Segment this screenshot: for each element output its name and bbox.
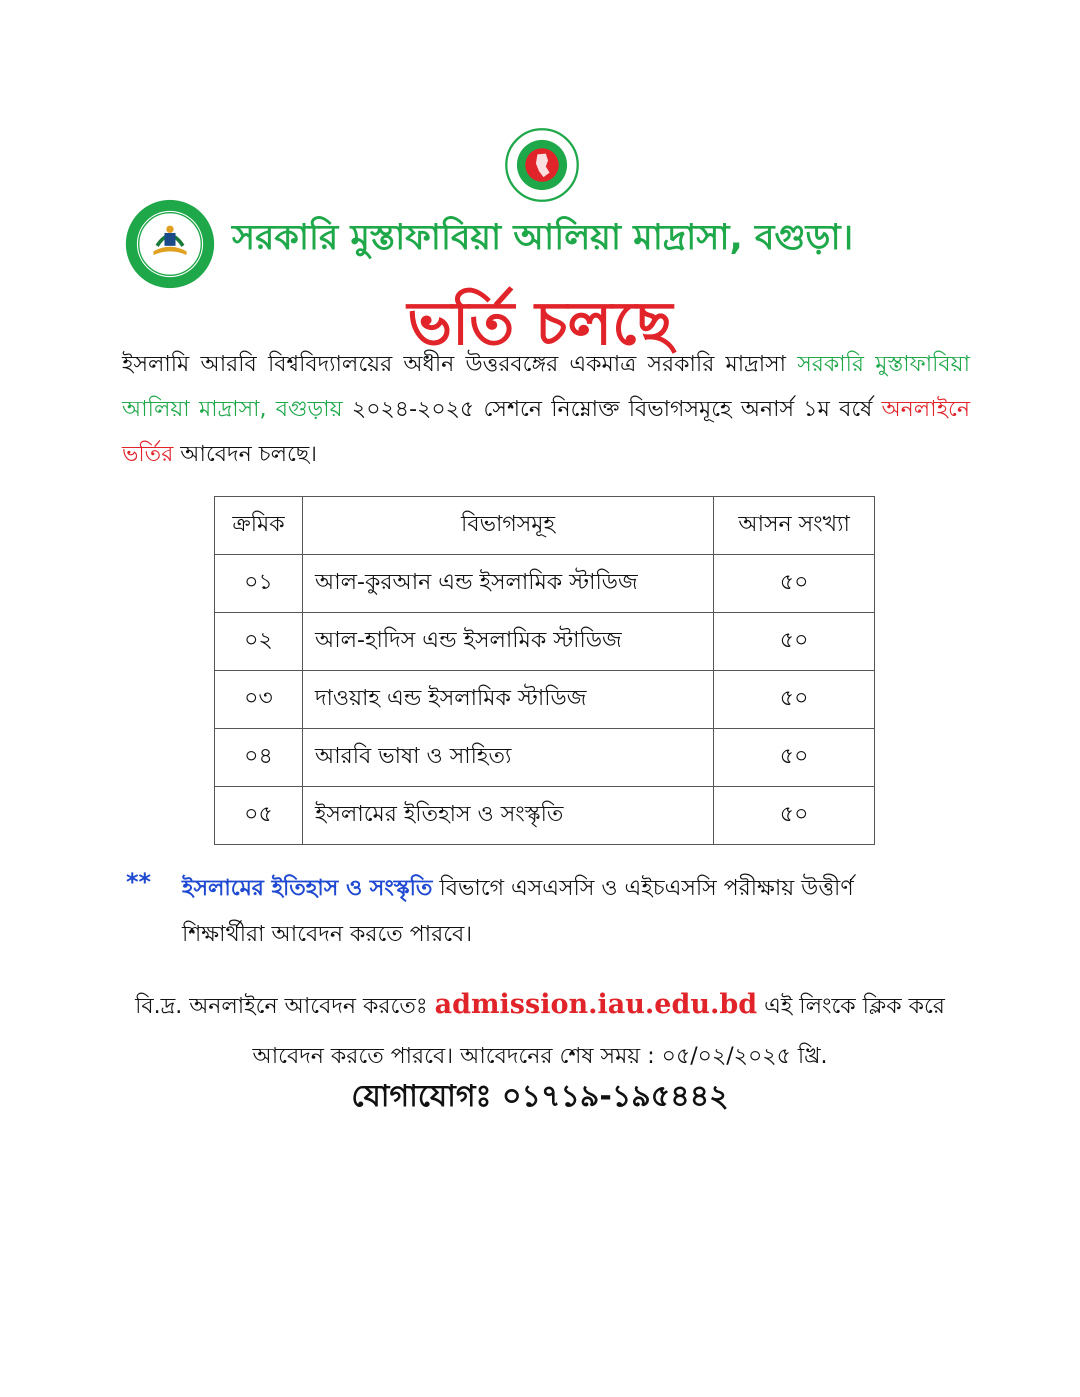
intro-text-2: ২০২৪-২০২৫ সেশনে নিম্নোক্ত বিভাগসমূহে অনার্স ১ম বর্ষে [342, 397, 882, 422]
table-row [215, 555, 875, 613]
admission-headline: ভর্তি চলছে [407, 289, 673, 359]
header-serial: ক্রমিক [215, 497, 303, 555]
row-serial: ০১ [215, 555, 303, 613]
row-seats: ৫০ [714, 555, 875, 613]
apply-prefix: বি.দ্র. অনলাইনে আবেদন করতেঃ [135, 994, 435, 1019]
intro-institution: সরকারি মুস্তাফাবিয়া আলিয়া মাদ্রাসা, বগুড়ায় [122, 352, 970, 422]
intro-text-3: আবেদন চলছে। [173, 442, 318, 467]
row-seats: ৫০ [714, 787, 875, 845]
table-row [215, 671, 875, 729]
row-serial: ০২ [215, 613, 303, 671]
row-seats: ৫০ [714, 613, 875, 671]
intro-paragraph [122, 342, 970, 477]
apply-suffix: এই লিংকে ক্লিক করে আবেদন করতে পারবে। আবেদনের শেষ সময় : ০৫/০২/২০২৫ খ্রি. [252, 994, 945, 1069]
row-serial: ০৫ [215, 787, 303, 845]
header-seats: আসন সংখ্যা [714, 497, 875, 555]
department-table [214, 496, 875, 845]
row-department: আল-কুরআন এন্ড ইসলামিক স্টাডিজ [302, 555, 713, 613]
row-department: আরবি ভাষা ও সাহিত্য [302, 729, 713, 787]
note-marker: ** [126, 868, 152, 896]
table-row [215, 787, 875, 845]
row-seats: ৫০ [714, 671, 875, 729]
row-serial: ০৪ [215, 729, 303, 787]
row-serial: ০৩ [215, 671, 303, 729]
note-highlight: ইসলামের ইতিহাস ও সংস্কৃতি [182, 876, 433, 901]
row-seats: ৫০ [714, 729, 875, 787]
table-row [215, 613, 875, 671]
institution-name: সরকারি মুস্তাফাবিয়া আলিয়া মাদ্রাসা, বগুড়া। [232, 218, 854, 258]
intro-text-1: ইসলামি আরবি বিশ্ববিদ্যালয়ের অধীন উত্তরবঙ্গের একমাত্র সরকারি মাদ্রাসা [122, 352, 798, 377]
madrasa-logo-icon [124, 198, 216, 290]
government-seal-icon [504, 127, 580, 203]
table-header-row [215, 497, 875, 555]
row-department: ইসলামের ইতিহাস ও সংস্কৃতি [302, 787, 713, 845]
header-department: বিভাগসমূহ [302, 497, 713, 555]
table-row [215, 729, 875, 787]
admission-link[interactable]: admission.iau.edu.bd [434, 989, 758, 1020]
apply-instructions [100, 980, 980, 1082]
intro-online-admission: অনলাইনে ভর্তির [122, 397, 970, 467]
row-department: আল-হাদিস এন্ড ইসলামিক স্টাডিজ [302, 613, 713, 671]
contact-number: যোগাযোগঃ ০১৭১৯-১৯৫৪৪২ [351, 1079, 729, 1114]
note-text: বিভাগে এসএসসি ও এইচএসসি পরীক্ষায় উত্তীর্ণ শিক্ষার্থীরা আবেদন করতে পারবে। [182, 876, 854, 947]
eligibility-note [182, 866, 942, 958]
row-department: দাওয়াহ এন্ড ইসলামিক স্টাডিজ [302, 671, 713, 729]
